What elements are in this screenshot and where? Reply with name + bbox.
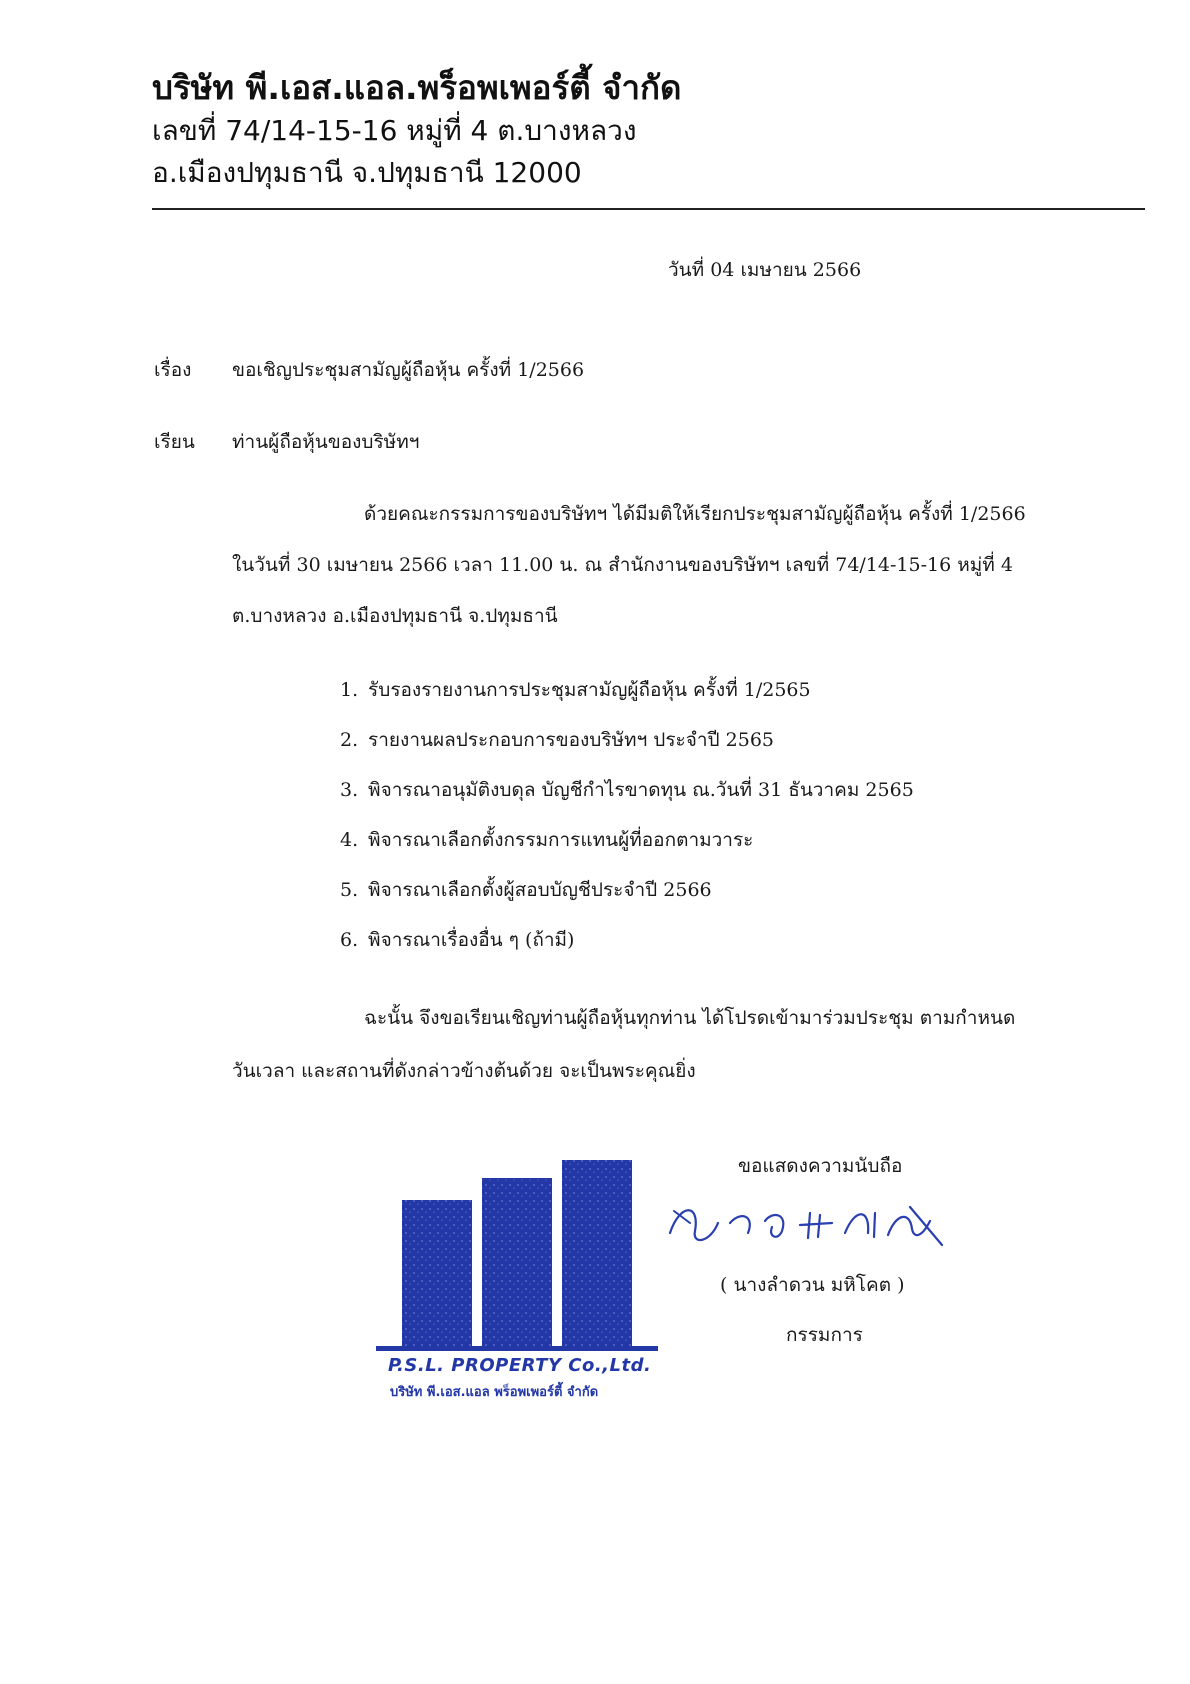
- stamp-name-en: P.S.L. PROPERTY Co.,Ltd.: [388, 1355, 652, 1376]
- stamp-bar-2: [482, 1178, 552, 1346]
- subject-text: ขอเชิญประชุมสามัญผู้ถือหุ้น ครั้งที่ 1/2566: [232, 359, 585, 381]
- stamp-bar-1: [402, 1200, 472, 1346]
- agenda-item-text: พิจารณาอนุมัติงบดุล บัญชีกำไรขาดทุน ณ.วันที่ 31 ธันวาคม 2565: [368, 779, 914, 801]
- agenda-item-number: 4.: [340, 829, 359, 851]
- agenda-item-number: 6.: [340, 929, 359, 951]
- company-name: บริษัท พี.เอส.แอล.พร็อพเพอร์ตี้ จำกัด: [152, 68, 682, 107]
- address-line-2: อ.เมืองปทุมธานี จ.ปทุมธานี 12000: [152, 156, 582, 189]
- agenda-item: [340, 677, 914, 727]
- recipient-label: เรียน: [154, 431, 195, 453]
- stamp-base-line: [376, 1346, 658, 1351]
- agenda-item-number: 1.: [340, 679, 359, 701]
- signer-name: ( นางลำดวน มหิโคต ): [720, 1274, 905, 1296]
- agenda-item-text: รายงานผลประกอบการของบริษัทฯ ประจำปี 2565: [368, 729, 775, 751]
- agenda-item-number: 5.: [340, 879, 359, 901]
- letterhead: [152, 66, 681, 194]
- handwritten-signature: [660, 1193, 960, 1253]
- recipient-text: ท่านผู้ถือหุ้นของบริษัทฯ: [232, 431, 420, 453]
- agenda-item-text: พิจารณาเรื่องอื่น ๆ (ถ้ามี): [368, 929, 575, 951]
- agenda-item: [340, 727, 914, 777]
- closing-paragraph-line-1: ฉะนั้น จึงขอเรียนเชิญท่านผู้ถือหุ้นทุกท่าน ได้โปรดเข้ามาร่วมประชุม ตามกำหนด: [364, 1007, 1016, 1029]
- agenda-item-text: รับรองรายงานการประชุมสามัญผู้ถือหุ้น ครั้งที่ 1/2565: [368, 679, 811, 701]
- agenda-item: [340, 827, 914, 877]
- body-line-2: ในวันที่ 30 เมษายน 2566 เวลา 11.00 น. ณ สำนักงานของบริษัทฯ เลขที่ 74/14-15-16 หมู่ที่ 4: [232, 554, 1013, 576]
- body-line-3: ต.บางหลวง อ.เมืองปทุมธานี จ.ปทุมธานี: [232, 605, 558, 627]
- agenda-item-number: 3.: [340, 779, 359, 801]
- closing-salutation: ขอแสดงความนับถือ: [738, 1155, 903, 1177]
- agenda-item-text: พิจารณาเลือกตั้งผู้สอบบัญชีประจำปี 2566: [368, 879, 712, 901]
- agenda-item-number: 2.: [340, 729, 359, 751]
- agenda-item: [340, 777, 914, 827]
- body-line-1: ด้วยคณะกรรมการของบริษัทฯ ได้มีมติให้เรียกประชุมสามัญผู้ถือหุ้น ครั้งที่ 1/2566: [364, 503, 1026, 525]
- signer-position: กรรมการ: [786, 1324, 863, 1346]
- stamp-name-th: บริษัท พี.เอส.แอล พร็อพเพอร์ตี้ จำกัด: [390, 1385, 599, 1400]
- subject-label: เรื่อง: [154, 359, 192, 381]
- agenda-item-text: พิจารณาเลือกตั้งกรรมการแทนผู้ที่ออกตามวาระ: [368, 829, 754, 851]
- letter-date: วันที่ 04 เมษายน 2566: [668, 259, 862, 281]
- agenda-item: [340, 927, 914, 977]
- agenda-item: [340, 877, 914, 927]
- agenda-list: [340, 677, 914, 977]
- address-line-1: เลขที่ 74/14-15-16 หมู่ที่ 4 ต.บางหลวง: [152, 114, 637, 147]
- stamp-bar-3: [562, 1160, 632, 1346]
- closing-paragraph-line-2: วันเวลา และสถานที่ดังกล่าวข้างต้นด้วย จะเป็นพระคุณยิ่ง: [232, 1060, 696, 1082]
- letterhead-divider: [152, 208, 1145, 210]
